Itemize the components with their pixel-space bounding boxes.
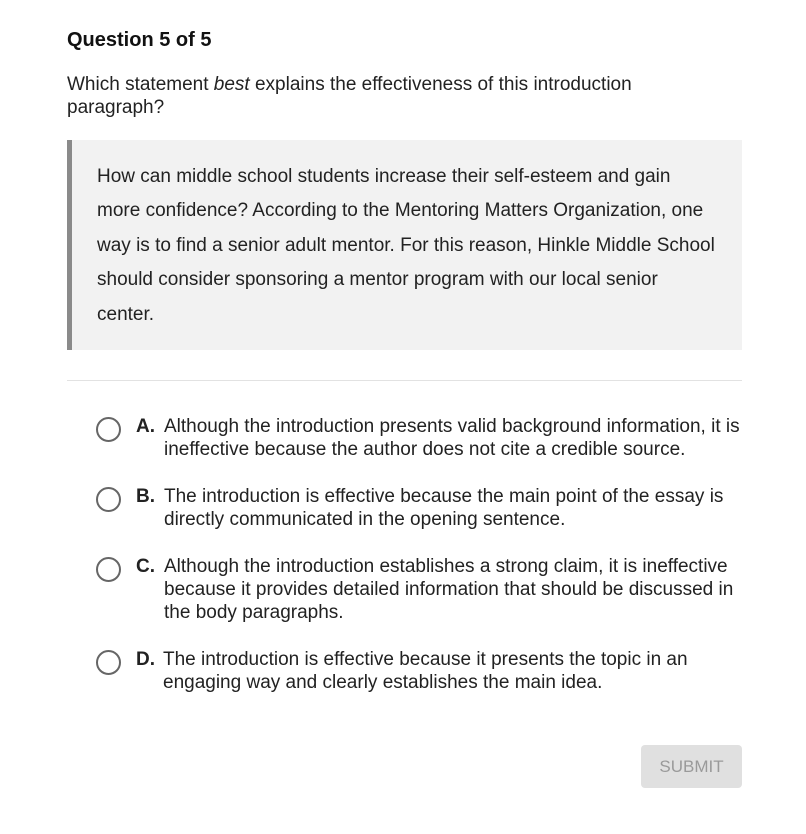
option-text: The introduction is effective because it presents the topic in an engaging way and clearly establishes the main idea. [163, 649, 688, 693]
option-letter: D. [136, 649, 155, 670]
option-letter: B. [136, 486, 155, 507]
divider [67, 380, 742, 381]
option-text: Although the introduction presents valid background information, it is ineffective because the author does not cite a credible source. [164, 416, 740, 460]
radio-button[interactable] [96, 487, 121, 512]
answer-option-b[interactable] [96, 485, 746, 531]
answer-option-c[interactable] [96, 555, 746, 624]
passage-blockquote: How can middle school students increase their self-esteem and gain more confidence? According to the Mentoring Matters Organization, one way is to find a senior adult mentor. For this reason, Hinkle Middle School should consider sponsoring a mentor program with our local senior center. [67, 140, 742, 350]
answer-option-d[interactable] [96, 648, 746, 694]
radio-button[interactable] [96, 650, 121, 675]
answer-option-a[interactable] [96, 415, 746, 461]
prompt-after: explains the effectiveness of this introduction paragraph? [67, 74, 632, 118]
option-letter: A. [136, 416, 155, 437]
prompt-emphasis: best [213, 74, 250, 95]
question-counter: Question 5 of 5 [67, 29, 212, 51]
question-prompt [67, 73, 707, 119]
option-text: The introduction is effective because the main point of the essay is directly communicated in the opening sentence. [164, 486, 724, 530]
radio-button[interactable] [96, 417, 121, 442]
option-text: Although the introduction establishes a strong claim, it is ineffective because it provides detailed information that should be discussed in the body paragraphs. [164, 556, 734, 623]
radio-button[interactable] [96, 557, 121, 582]
prompt-before: Which statement [67, 74, 214, 95]
submit-button[interactable]: SUBMIT [641, 745, 742, 788]
option-letter: C. [136, 556, 155, 577]
